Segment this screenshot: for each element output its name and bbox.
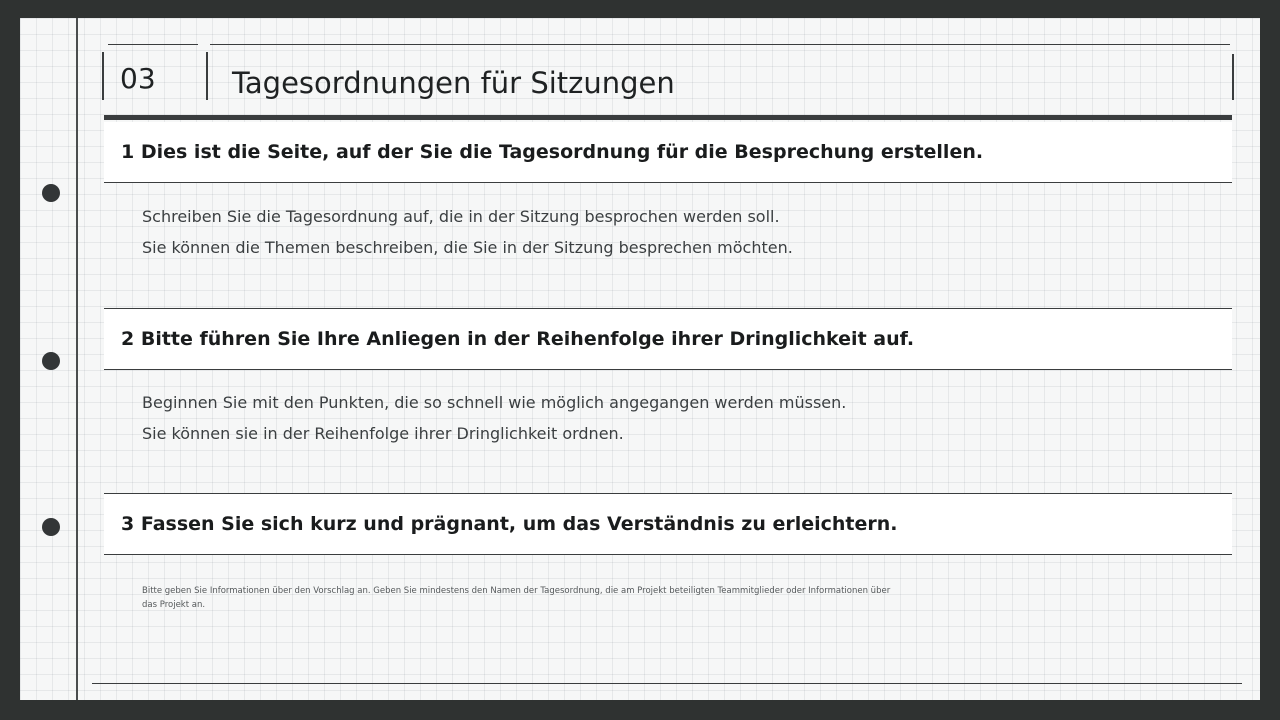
binder-hole bbox=[42, 352, 60, 370]
title-top-rule bbox=[210, 44, 1230, 45]
body-line: Sie können sie in der Reihenfolge ihrer Dringlichkeit ordnen. bbox=[142, 424, 624, 443]
section-heading-text: 3 Fassen Sie sich kurz und prägnant, um das Verständnis zu erleichtern. bbox=[121, 513, 898, 535]
margin-line bbox=[76, 18, 78, 700]
section-heading-1 bbox=[104, 122, 1232, 183]
binder-hole bbox=[42, 518, 60, 536]
title-right-rule bbox=[1232, 54, 1234, 100]
binder-hole bbox=[42, 184, 60, 202]
section-note: Bitte geben Sie Informationen über den Vorschlag an. Geben Sie mindestens den Namen der Tagesordnung, die am Projekt beteiligten Teammitglieder oder Informationen über das Projekt an. bbox=[142, 586, 891, 610]
section-heading-text: 1 Dies ist die Seite, auf der Sie die Tagesordnung für die Besprechung erstellen. bbox=[121, 141, 984, 163]
title-underline bbox=[104, 115, 1232, 120]
body-line: Schreiben Sie die Tagesordnung auf, die in der Sitzung besprochen werden soll. bbox=[142, 207, 780, 226]
section-heading-2 bbox=[104, 308, 1232, 370]
bottom-rule bbox=[92, 683, 1242, 684]
section-body-1 bbox=[142, 201, 793, 263]
body-line: Beginnen Sie mit den Punkten, die so schnell wie möglich angegangen werden müssen. bbox=[142, 393, 847, 412]
section-heading-text: 2 Bitte führen Sie Ihre Anliegen in der Reihenfolge ihrer Dringlichkeit auf. bbox=[121, 328, 915, 350]
page-title: Tagesordnungen für Sitzungen bbox=[232, 66, 675, 100]
section-body-2 bbox=[142, 387, 846, 449]
notebook-paper bbox=[20, 18, 1260, 700]
body-line: Sie können die Themen beschreiben, die Sie in der Sitzung besprechen möchten. bbox=[142, 238, 793, 257]
slide-number: 03 bbox=[120, 62, 156, 95]
section-heading-3 bbox=[104, 493, 1232, 555]
number-top-rule bbox=[108, 44, 198, 45]
